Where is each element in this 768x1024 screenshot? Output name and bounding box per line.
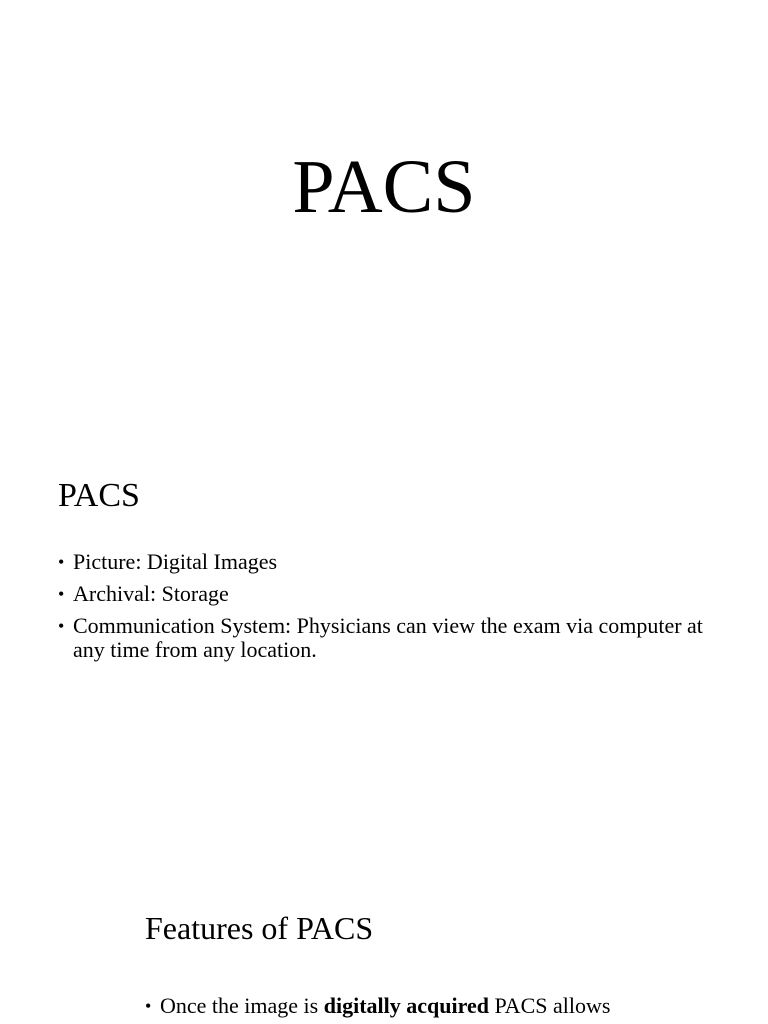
bullet-list: [145, 994, 705, 1024]
slide-heading: Features of PACS: [145, 910, 374, 946]
pacs-definition-slide: [0, 432, 768, 864]
list-item: [58, 582, 708, 606]
title-slide: [0, 0, 768, 432]
list-item: [145, 994, 705, 1018]
bullet-list: [58, 550, 708, 670]
list-item: [58, 614, 708, 662]
bullet-icon: •: [58, 616, 65, 636]
slide-heading: PACS: [58, 477, 140, 514]
bullet-icon: •: [145, 996, 152, 1016]
features-slide: [0, 864, 768, 1024]
bullet-text-pre: Once the image is: [160, 993, 324, 1018]
bullet-text-post: PACS allows: [488, 993, 611, 1018]
slide-title: PACS: [292, 145, 476, 229]
bullet-icon: •: [58, 584, 65, 604]
bullet-text: Archival: Storage: [73, 581, 229, 606]
bullet-text: Picture: Digital Images: [73, 549, 278, 574]
bullet-text: Communication System: Physicians can view the exam via computer at any time from any location.: [73, 613, 703, 662]
bullet-text-bold: digitally acquired: [323, 993, 489, 1018]
list-item: [58, 550, 708, 574]
bullet-icon: •: [58, 552, 65, 572]
